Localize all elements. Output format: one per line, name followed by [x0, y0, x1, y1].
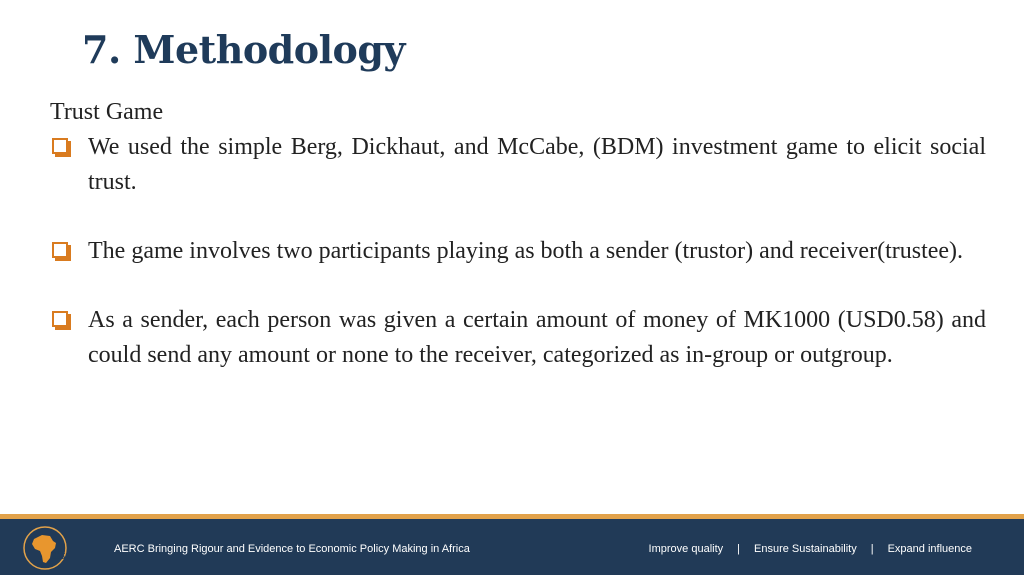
- footer-links: [649, 543, 972, 555]
- footer-bar: [0, 519, 1024, 575]
- svg-text:AERC: AERC: [52, 551, 66, 556]
- slide-title: 7. Methodology: [82, 27, 406, 72]
- bullet-text: The game involves two participants playing as both a sender (trustor) and receiver(trustee).: [88, 238, 964, 264]
- footer-link-expand-influence: Expand influence: [887, 543, 972, 555]
- footer-link-ensure-sustainability: Ensure Sustainability: [754, 543, 857, 555]
- svg-text:CREA: CREA: [52, 556, 66, 561]
- footer-separator: |: [870, 543, 874, 555]
- square-bullet-icon: [52, 242, 68, 258]
- bullet-list: [50, 130, 986, 373]
- bullet-text: We used the simple Berg, Dickhaut, and McCabe, (BDM) investment game to elicit social trust.: [88, 134, 986, 195]
- square-bullet-icon: [52, 138, 68, 154]
- bullet-item: [50, 303, 986, 373]
- bullet-item: [50, 130, 986, 200]
- bullet-item: [50, 234, 986, 269]
- footer-separator: |: [737, 543, 740, 555]
- bullet-text: As a sender, each person was given a certain amount of money of MK1000 (USD0.58) and could send any amount or none to the receiver, categorized as in-group or outgroup.: [88, 307, 986, 368]
- footer-link-improve-quality: Improve quality: [648, 543, 724, 555]
- africa-map-logo-icon: [22, 525, 68, 571]
- square-bullet-icon: [52, 311, 68, 327]
- slide-subtitle: Trust Game: [50, 99, 164, 125]
- footer-tagline: AERC Bringing Rigour and Evidence to Economic Policy Making in Africa: [114, 543, 470, 555]
